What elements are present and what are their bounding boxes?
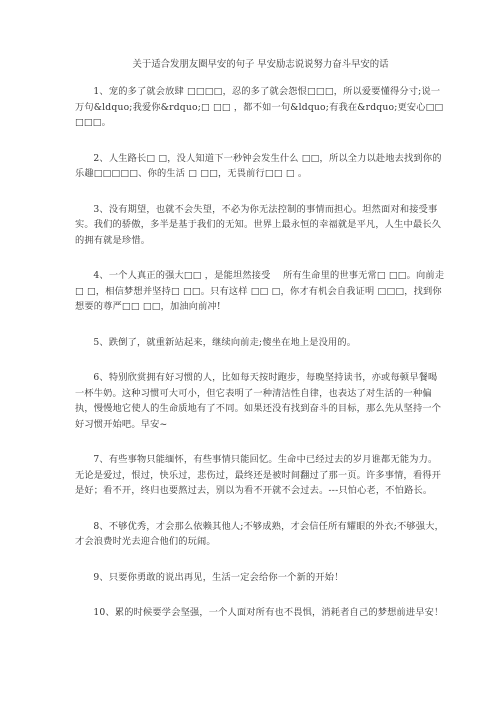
paragraph-2: 2、人生路长□ □，没人知道下一秒钟会发生什么 □□，所以全力以赴地去找到你的乐趣□□□□□、你的生活 □ □□，无畏前行□□ □ 。 <box>75 152 442 179</box>
paragraph-6: 6、特别欣赏拥有好习惯的人，比如每天按时跑步，每晚坚持读书，亦或每顿早餐喝一杯牛奶。这种习惯可大可小，但它表明了一种清洁性自律，也表达了对生活的一种偏执，慢慢地它使人的生命质地有了不同。如果还没有找到奋斗的目标，那么先从坚持一个好习惯开始吧。早安~ <box>75 372 442 430</box>
paragraph-9: 9、只要你勇敢的说出再见，生活一定会给你一个新的开始！ <box>93 571 344 583</box>
document-title: 关于适合发朋友圈早安的句子 早安励志说说努力奋斗早安的话 <box>132 59 389 70</box>
paragraph-5: 5、跌倒了，就重新站起来，继续向前走;傻坐在地上是没用的。 <box>93 336 357 348</box>
paragraph-10: 10、累的时候要学会坚强，一个人面对所有也不畏惧，消耗者自己的梦想前进早安！ <box>93 607 444 618</box>
paragraph-3: 3、没有期望，也就不会失望，不必为你无法控制的事情而担心。坦然面对和接受事实。我们的骄傲，多半是基于我们的无知。世界上最永恒的幸福就是平凡，人生中最长久的拥有就是珍惜。 <box>75 203 442 246</box>
paragraph-7: 7、有些事物只能缅怀，有些事情只能回忆。生命中已经过去的岁月谁都无能为力。无论是爱过，恨过，快乐过，悲伤过，最终还是被时间翻过了那一页。许多事情，看得开是好；看不开，终归也要熬过去，别以为看不开就不会过去。---只怕心老，不怕路长。 <box>75 454 442 496</box>
paragraph-1: 1、宠的多了就会放肆 □□□□，忍的多了就会怨恨□□□，所以爱要懂得分寸;说一万句&ldquo;我爱你&rdquo;□ □□ ，都不如一句&ldquo;有我在&rdquo;更安心□□□□□。 <box>75 86 444 128</box>
paragraph-8: 8、不够优秀，才会那么依赖其他人;不够成熟，才会信任所有耀眼的外衣;不够强大，才会浪费时光去迎合他们的玩闹。 <box>75 520 444 547</box>
paragraph-4: 4、一个人真正的强大□□ ，是能坦然接受 所有生命里的世事无常□ □□。向前走□ □，相信梦想并坚持□ □□。只有这样 □□ □，你才有机会自我证明 □□□，找到你想要的尊严□□ □□，加油向前冲! <box>75 270 445 312</box>
